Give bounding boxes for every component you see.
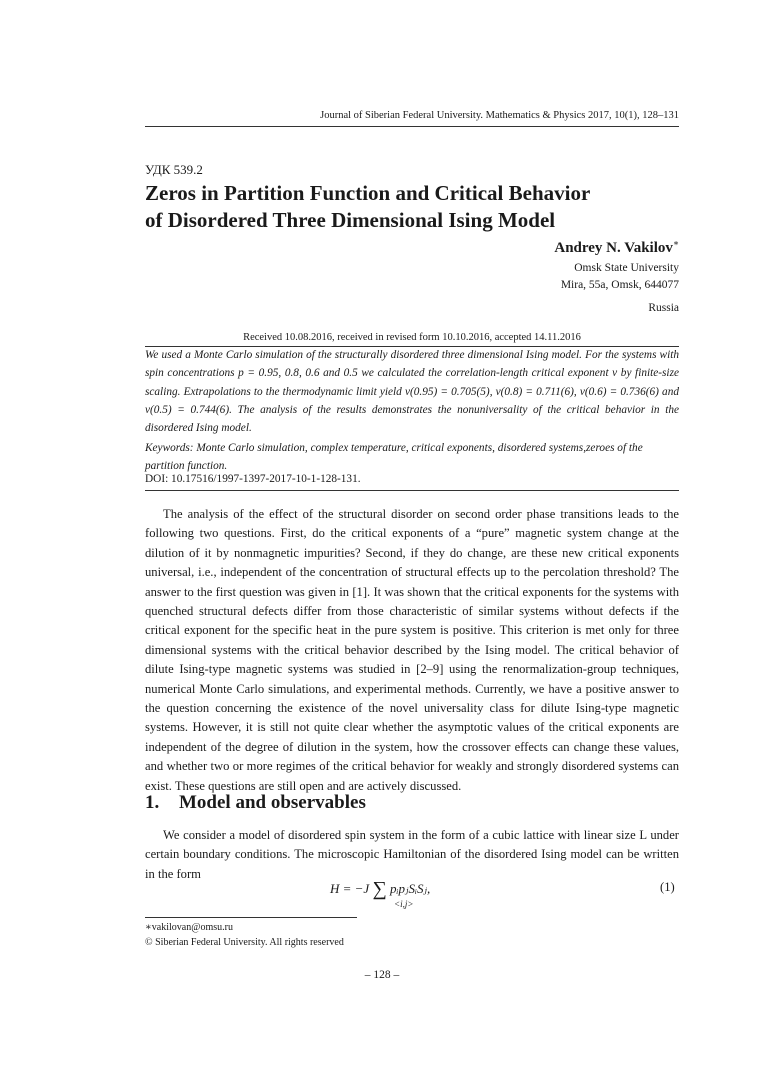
section-heading	[145, 792, 366, 814]
summation-subscript: <i,j>	[394, 899, 414, 909]
equation-lhs: H = −J	[330, 881, 370, 896]
title-line-2: of Disordered Three Dimensional Ising Model	[145, 208, 556, 232]
author-footnote-mark: ∗	[672, 238, 679, 248]
abstract-bottom-rule	[145, 490, 679, 491]
footnote-copyright: © Siberian Federal University. All rights reserved	[145, 937, 344, 948]
intro-paragraph: The analysis of the effect of the structural disorder on second order phase transitions leads to the following two questions. First, do the critical exponents of a “pure” magnetic system change at the dilution of it by nonmagnetic impurities? Second, if they do change, are these new critical exponents universal, i.e., independent of the concentration of structural effects up to the percolation threshold? The answer to the first question was given in [1]. It was shown that the critical exponents for the systems with quenched structural defects differ from those characteristic of similar systems without defects if the critical exponent for the specific heat in the pure system is positive. This criterion is met only for three dimensional systems with the critical behavior described by the Ising model. The critical behavior of dilute Ising-type magnetic systems was studied in [2–9] using the renormalization-group techniques, numerical Monte Carlo simulations, and experimental methods. Currently, we have a positive answer to the question concerning the existence of the novel universality class for dilute Ising-type magnetic systems. However, it is still not quite clear whether the asymptotic values of the critical exponents are independent of the degree of dilution in the system, how the crossover effects can change these values, and whether two or more regimes of the critical behavior for weakly and strongly disordered systems can exist. These questions are still open and are actively discussed.	[145, 507, 679, 793]
page-number: – 128 –	[364, 969, 400, 981]
footnote-rule	[145, 917, 357, 918]
equation-number: (1)	[660, 880, 675, 894]
received-dates: Received 10.08.2016, received in revised form 10.10.2016, accepted 14.11.2016	[243, 332, 581, 343]
footnotes	[145, 920, 344, 950]
affiliation-country: Russia	[648, 302, 679, 314]
section-number: 1.	[145, 792, 160, 813]
section-paragraph: We consider a model of disordered spin system in the form of a cubic lattice with linear size L under certain boundary conditions. The microscopic Hamiltonian of the disordered Ising model can be written in the form	[145, 828, 679, 881]
affiliation	[561, 260, 679, 317]
title-line-1: Zeros in Partition Function and Critical Behavior	[145, 181, 591, 205]
equation-rhs: pᵢpⱼSᵢSⱼ,	[389, 881, 431, 896]
doi: DOI: 10.17516/1997-1397-2017-10-1-128-131.	[145, 473, 361, 485]
paper-title	[145, 180, 590, 234]
footnote-email: ∗vakilovan@omsu.ru	[145, 922, 233, 933]
header-rule	[145, 126, 679, 127]
hamiltonian-equation	[330, 876, 431, 909]
affiliation-university: Omsk State University	[574, 262, 679, 274]
udc-code: УДК 539.2	[145, 162, 203, 177]
section-title: Model and observables	[179, 792, 366, 813]
keywords: Keywords: Monte Carlo simulation, complex temperature, critical exponents, disordered systems,zeroes of the partition function.	[145, 442, 643, 472]
affiliation-address: Mira, 55a, Omsk, 644077	[560, 279, 679, 291]
abstract: We used a Monte Carlo simulation of the structurally disordered three dimensional Ising model. For the systems with spin concentrations p = 0.95, 0.8, 0.6 and 0.5 we calculated the correlation-length critical exponent ν by finite-size scaling. Extrapolations to the thermodynamic limit yield ν(0.95) = 0.705(5), ν(0.8) = 0.711(6), ν(0.6) = 0.736(6) and ν(0.5) = 0.744(6). The analysis of the results demonstrates the nonuniversality of the critical behavior in the disordered Ising model.	[145, 349, 679, 435]
summation-symbol: ∑	[372, 878, 387, 900]
author-name	[554, 238, 679, 257]
author-text: Andrey N. Vakilov	[554, 240, 673, 256]
running-head: Journal of Siberian Federal University. Mathematics & Physics 2017, 10(1), 128–131	[320, 110, 679, 121]
